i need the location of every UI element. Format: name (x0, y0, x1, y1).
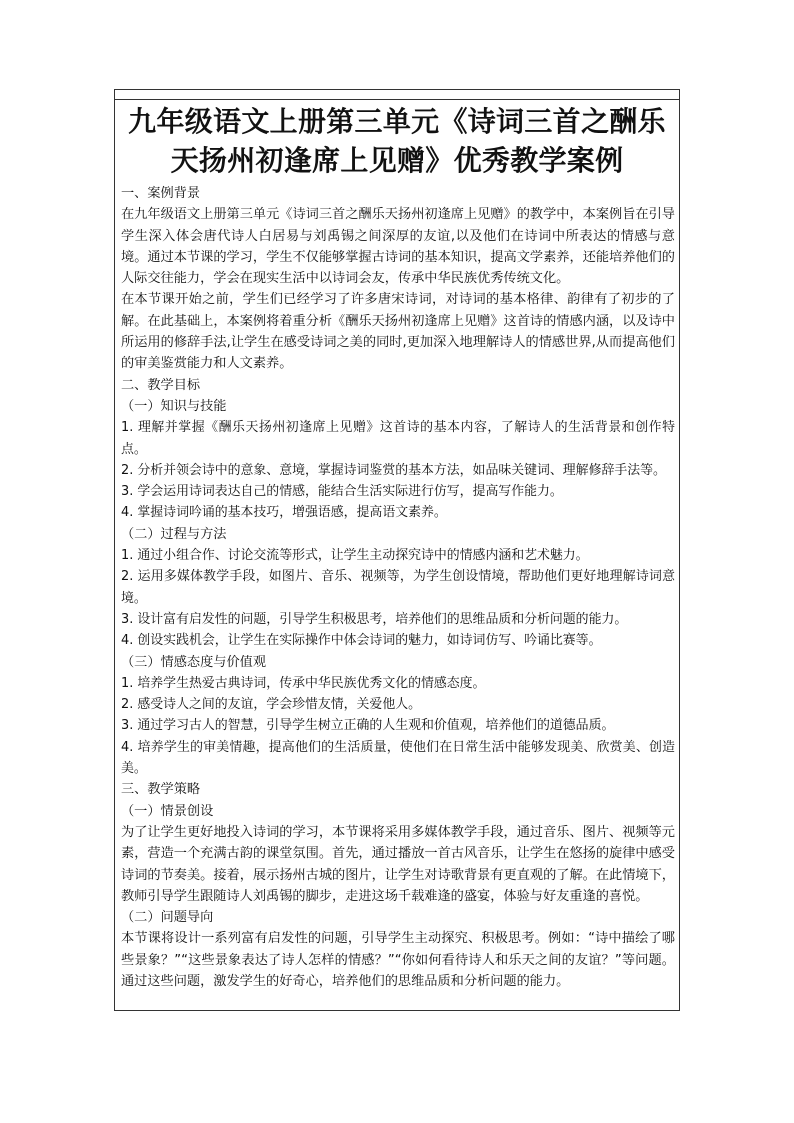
values-item-3: 3. 通过学习古人的智慧，引导学生树立正确的人生观和价值观，培养他们的道德品质。 (121, 718, 615, 734)
values-item-2: 2. 感受诗人之间的友谊，学会珍惜友情，关爱他人。 (121, 697, 421, 713)
process-item-1: 1. 通过小组合作、讨论交流等形式，让学生主动探究诗中的情感内涵和艺术魅力。 (121, 548, 589, 564)
knowledge-item-2: 2. 分析并领会诗中的意象、意境，掌握诗词鉴赏的基本方法，如品味关键词、理解修辞手法等。 (121, 462, 666, 478)
subheading-questions: （二）问题导向 (121, 910, 214, 926)
knowledge-item-4: 4. 掌握诗词吟诵的基本技巧，增强语感，提高语文素养。 (121, 505, 447, 521)
knowledge-item-1: 1. 理解并掌握《酬乐天扬州初逢席上见赠》这首诗的基本内容，了解诗人的生活背景和创作特点。 (121, 420, 675, 457)
section-heading-goals: 二、教学目标 (121, 377, 201, 393)
process-item-4: 4. 创设实践机会，让学生在实际操作中体会诗词的魅力，如诗词仿写、吟诵比赛等。 (121, 633, 602, 649)
document-body (121, 183, 675, 992)
values-item-1: 1. 培养学生热爱古典诗词，传承中华民族优秀文化的情感态度。 (121, 675, 486, 691)
section-heading-strategy: 三、教学策略 (121, 782, 201, 798)
document-title (115, 102, 679, 180)
process-item-3: 3. 设计富有启发性的问题，引导学生积极思考，培养他们的思维品质和分析问题的能力。 (121, 611, 628, 627)
subheading-process: （二）过程与方法 (121, 526, 227, 542)
knowledge-item-3: 3. 学会运用诗词表达自己的情感，能结合生活实际进行仿写，提高写作能力。 (121, 484, 563, 500)
title-line-2: 天扬州初逢席上见赠》优秀教学案例 (170, 144, 624, 177)
document-frame (114, 89, 680, 1011)
background-paragraph-2: 在本节课开始之前，学生们已经学习了许多唐宋诗词，对诗词的基本格律、韵律有了初步的了解。在此基础上，本案例将着重分析《酬乐天扬州初逢席上见赠》这首诗的情感内涵，以及诗中所运用的修辞手法,让学生在感受诗词之美的同时,更加深入地理解诗人的情感世界,从而提高他们的审美鉴赏能力和人文素养。 (121, 292, 675, 372)
process-item-2: 2. 运用多媒体教学手段，如图片、音乐、视频等，为学生创设情境，帮助他们更好地理解诗词意境。 (121, 569, 675, 606)
top-divider (115, 99, 679, 100)
subheading-knowledge: （一）知识与技能 (121, 398, 227, 414)
subheading-situation: （一）情景创设 (121, 803, 214, 819)
section-heading-background: 一、案例背景 (121, 186, 201, 201)
questions-paragraph: 本节课将设计一系列富有启发性的问题，引导学生主动探究、积极思考。例如：“诗中描绘了哪些景象？”“这些景象表达了诗人怎样的情感？”“你如何看待诗人和乐天之间的友谊？”等问题。通过这些问题，激发学生的好奇心，培养他们的思维品质和分析问题的能力。 (121, 931, 675, 989)
subheading-values: （三）情感态度与价值观 (121, 654, 267, 670)
values-item-4: 4. 培养学生的审美情趣，提高他们的生活质量，使他们在日常生活中能够发现美、欣赏美、创造美。 (121, 739, 675, 777)
title-line-1: 九年级语文上册第三单元《诗词三首之酬乐 (128, 105, 666, 138)
situation-paragraph: 为了让学生更好地投入诗词的学习，本节课将采用多媒体教学手段，通过音乐、图片、视频等元素，营造一个充满古韵的课堂氛围。首先，通过播放一首古风音乐，让学生在悠扬的旋律中感受诗词的节奏美。接着，展示扬州古城的图片，让学生对诗歌背景有更直观的了解。在此情境下，教师引导学生跟随诗人刘禹锡的脚步，走进这场千载难逢的盛宴，体验与好友重逢的喜悦。 (121, 824, 675, 904)
background-paragraph-1: 在九年级语文上册第三单元《诗词三首之酬乐天扬州初逢席上见赠》的教学中，本案例旨在引导学生深入体会唐代诗人白居易与刘禹锡之间深厚的友谊,以及他们在诗词中所表达的情感与意境。通过本节课的学习，学生不仅能够掌握古诗词的基本知识，提高文学素养，还能培养他们的人际交往能力，学会在现实生活中以诗词会友，传承中华民族优秀传统文化。 (121, 207, 675, 287)
